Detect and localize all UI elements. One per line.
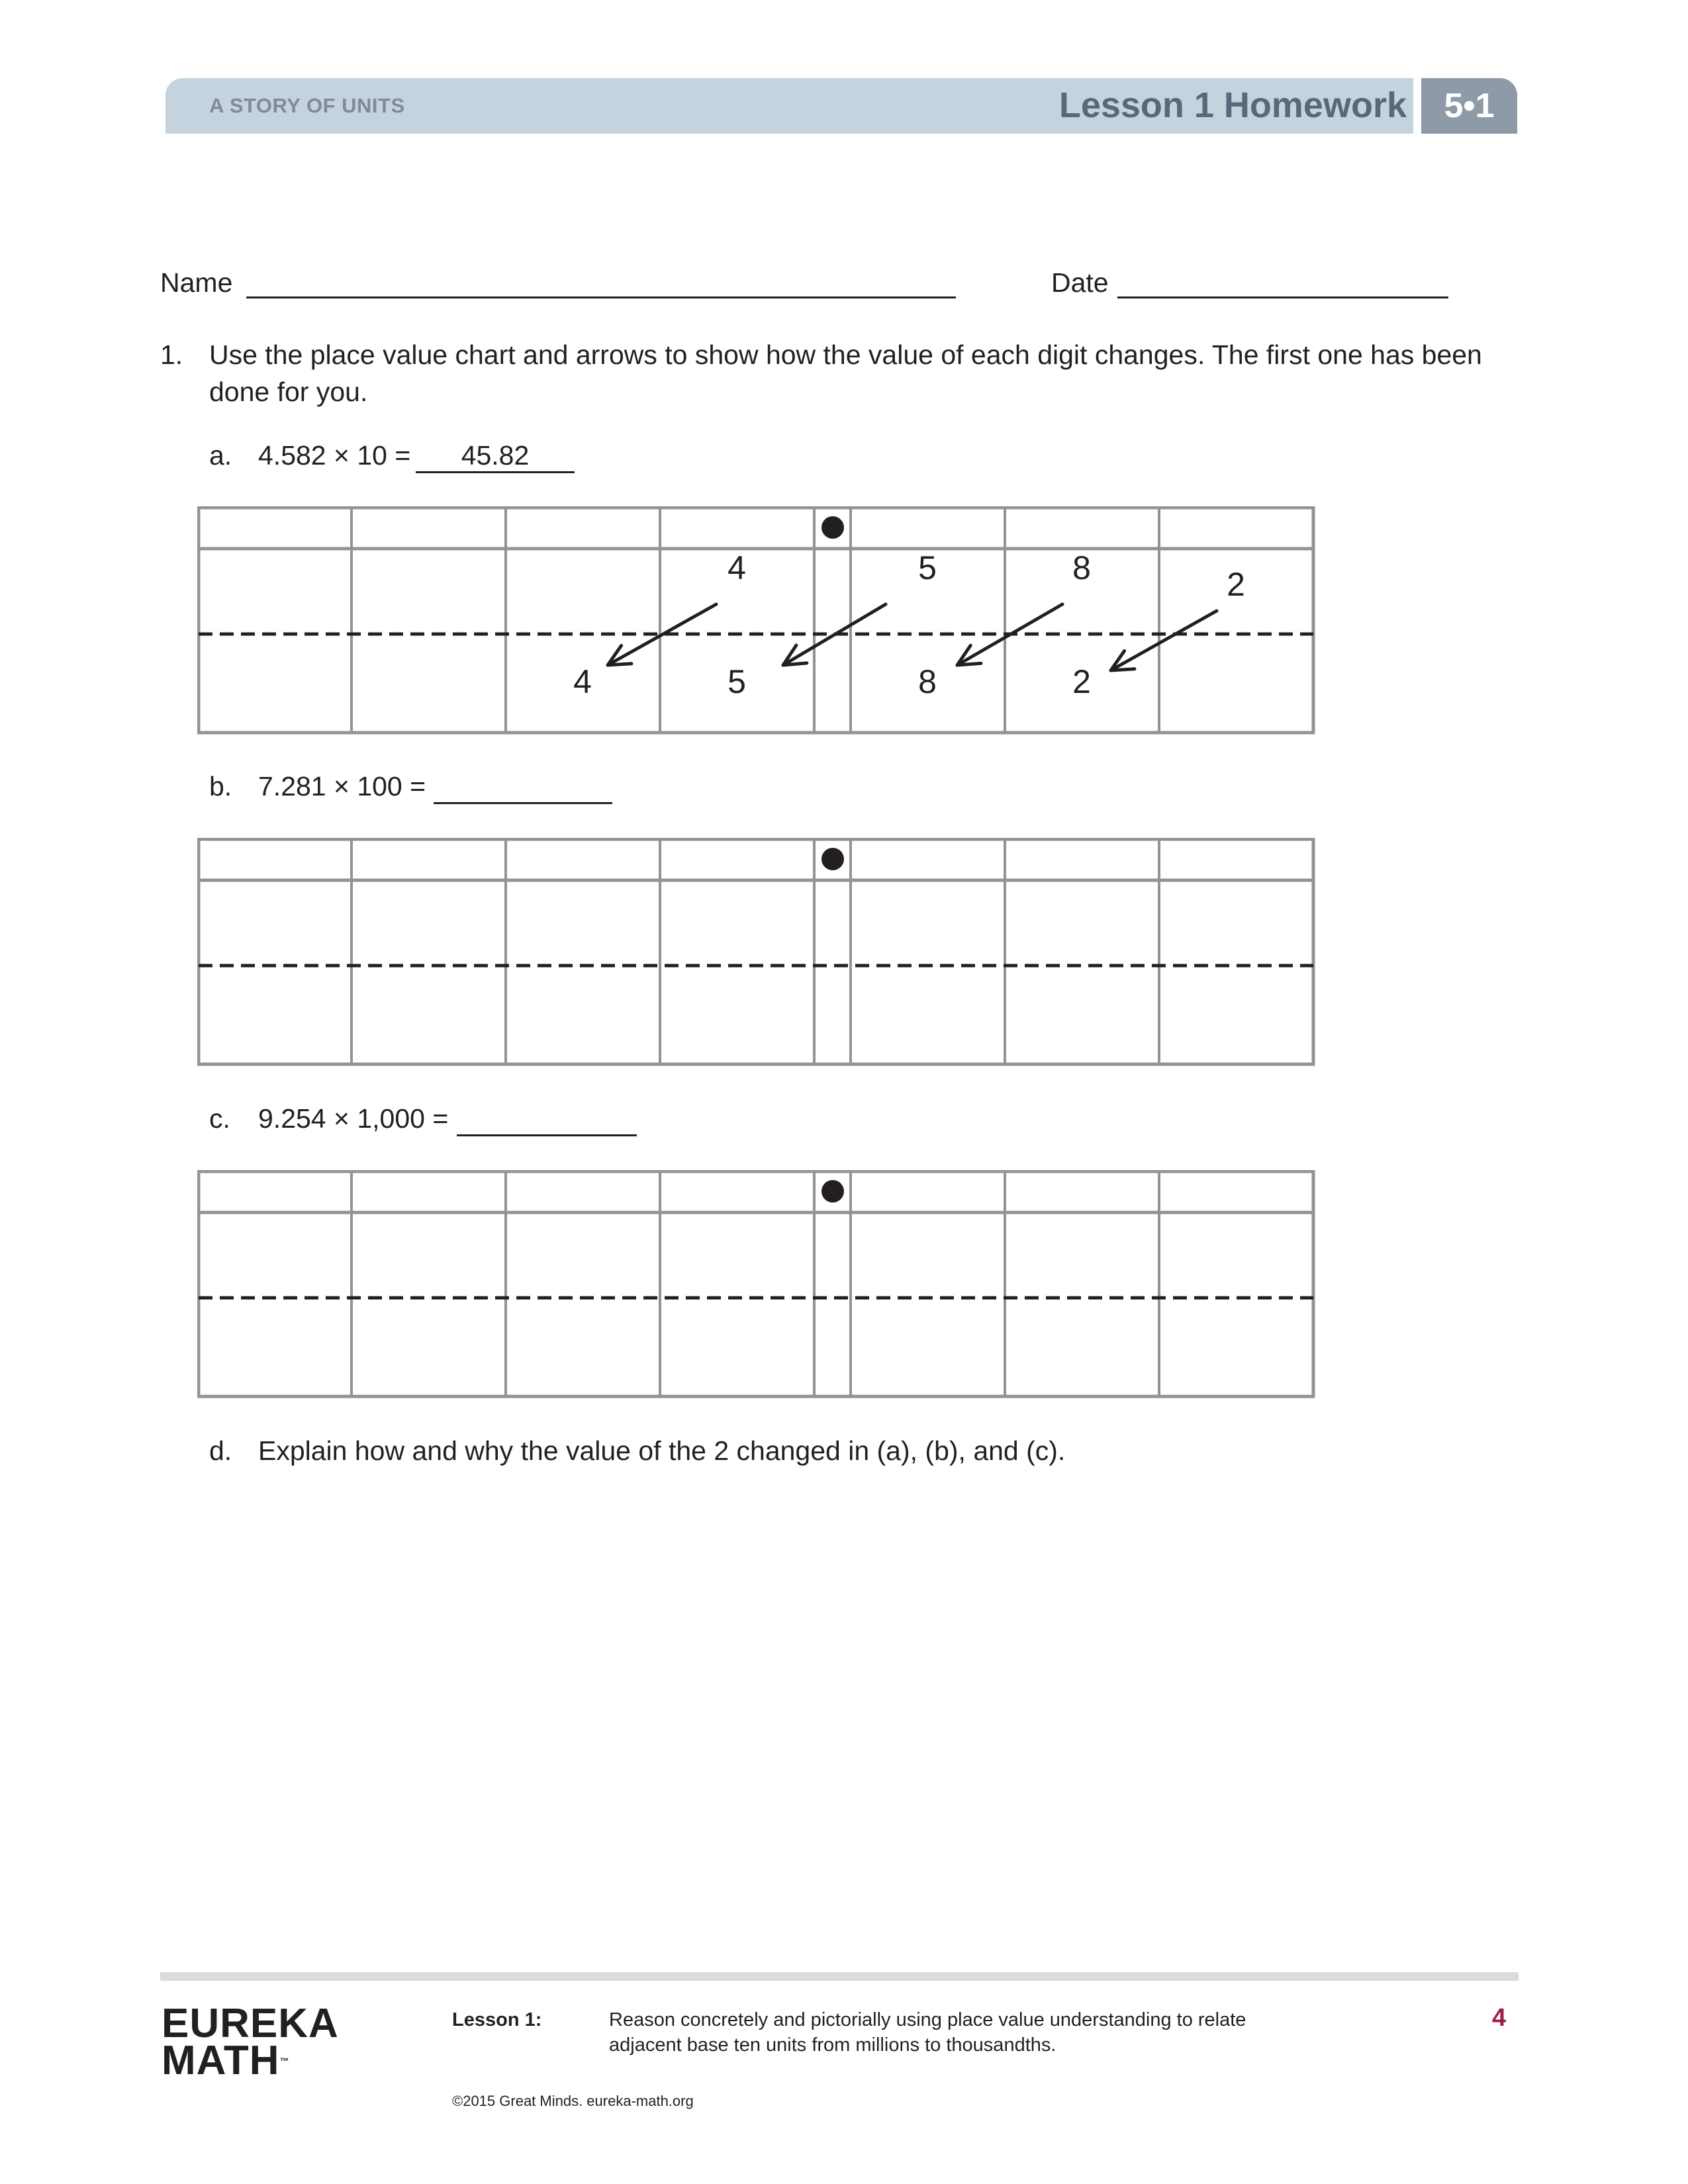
digit-top: 4: [727, 549, 746, 586]
decimal-point-marker: [821, 1180, 844, 1203]
page-number: 4: [1492, 2004, 1507, 2032]
shift-arrow: [1111, 611, 1217, 670]
problem-instruction: Use the place value chart and arrows to show how the value of each digit changes. The first one has been done for you.: [209, 340, 1482, 407]
part-b-letter: b.: [209, 771, 232, 801]
part-a-letter: a.: [209, 440, 232, 471]
place-value-chart-a: [197, 506, 1316, 735]
part-a-expression: 4.582 × 10 =: [258, 440, 418, 471]
date-field[interactable]: [1117, 296, 1448, 298]
grade-module-badge: 5•1: [1421, 78, 1517, 134]
decimal-point-marker: [821, 848, 844, 870]
chart-border: [199, 1171, 1313, 1396]
copyright-notice: ©2015 Great Minds. eureka-math.org: [452, 2093, 694, 2109]
part-c-answer-blank[interactable]: [457, 1134, 637, 1136]
digit-bottom: 8: [918, 663, 937, 700]
problem-number: 1.: [160, 340, 183, 370]
decimal-point-marker: [821, 516, 844, 539]
chart-border: [199, 508, 1313, 733]
part-b-expression: 7.281 × 100 =: [258, 771, 434, 801]
digit-bottom: 4: [573, 663, 592, 700]
digit-top: 5: [918, 549, 937, 586]
eureka-math-logo: [162, 2001, 339, 2083]
lesson-title: Lesson 1 Homework: [1058, 85, 1407, 125]
place-value-chart-b: [197, 838, 1316, 1067]
part-c-expression: 9.254 × 1,000 =: [258, 1103, 456, 1134]
part-b-answer-blank[interactable]: [434, 802, 612, 804]
logo-trademark: ™: [279, 2056, 290, 2066]
name-label: Name: [160, 267, 233, 298]
digit-bottom: 2: [1072, 663, 1091, 700]
logo-line-eureka: EUREKA: [162, 2001, 339, 2046]
digit-top: 2: [1227, 566, 1245, 603]
digit-bottom: 5: [727, 663, 746, 700]
name-field[interactable]: [246, 296, 956, 298]
digit-top: 8: [1072, 549, 1091, 586]
footer-rule: [160, 1972, 1519, 1981]
part-d-answer-area[interactable]: [258, 1482, 1450, 1893]
footer-lesson-description: Reason concretely and pictorially using place value understanding to relate adjacent base ten units from millions to thousandths.: [609, 2009, 1246, 2056]
footer-lesson-label: Lesson 1:: [452, 2009, 542, 2030]
chart-border: [199, 839, 1313, 1064]
part-d-prompt: Explain how and why the value of the 2 changed in (a), (b), and (c).: [258, 1435, 1066, 1466]
series-label: A STORY OF UNITS: [209, 94, 405, 117]
part-a-answer[interactable]: 45.82: [416, 437, 575, 473]
date-label: Date: [1051, 267, 1109, 298]
part-c-letter: c.: [209, 1103, 230, 1134]
part-d-letter: d.: [209, 1435, 232, 1466]
place-value-chart-c: [197, 1170, 1316, 1399]
logo-line-math: MATH: [162, 2038, 280, 2083]
